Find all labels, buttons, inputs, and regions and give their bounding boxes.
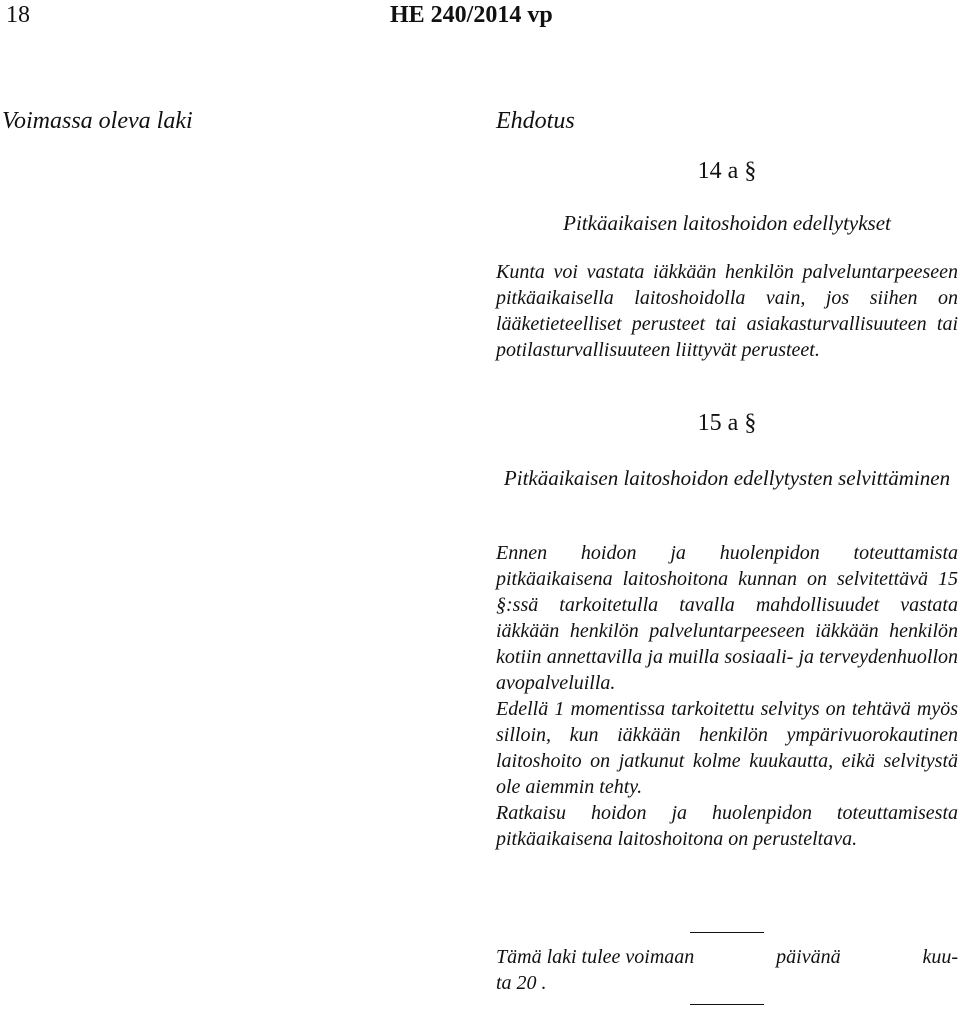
section-14a-title: Pitkäaikaisen laitoshoidon edellytykset <box>563 211 891 235</box>
section-14a-paragraph: Kunta voi vastata iäkkään henkilön palveluntarpeeseen pitkäaikaisella laitoshoidolla vain, jos siihen on lääketieteelliset perusteet tai asiakasturvallisuuteen tai potilasturvallisuuteen liittyvät perusteet. <box>496 261 958 361</box>
section-15a-paragraph-3: Ratkaisu hoidon ja huolenpidon toteuttamisesta pitkäaikaisena laitoshoitona on perusteltava. <box>496 802 958 850</box>
section-15a-paragraph-2: Edellä 1 momentissa tarkoitettu selvitys on tehtävä myös silloin, kun iäkkään henkilön ympärivuorokautinen laitoshoito on jatkunut kolme kuukautta, eikä selvitystä ole aiemmin tehty. <box>496 698 958 798</box>
page-number: 18 <box>6 2 30 28</box>
entry-into-force-part-2: päivänä <box>776 946 841 968</box>
divider-rule-1 <box>690 932 764 933</box>
divider-rule-2 <box>690 1004 764 1005</box>
entry-into-force-part-3: kuu- <box>922 946 958 968</box>
entry-into-force-part-1: Tämä laki tulee voimaan <box>496 946 695 968</box>
entry-into-force <box>496 944 958 996</box>
entry-into-force-line-2: ta 20 . <box>496 972 547 994</box>
right-column-heading: Ehdotus <box>496 108 575 134</box>
section-15a-number: 15 a § <box>697 410 757 436</box>
left-column-heading: Voimassa oleva laki <box>2 108 193 134</box>
section-15a-title: Pitkäaikaisen laitoshoidon edellytysten selvittäminen <box>503 466 951 490</box>
section-15a-paragraph-1: Ennen hoidon ja huolenpidon toteuttamista pitkäaikaisena laitoshoitona kunnan on selvitettävä 15 §:ssä tarkoitetulla tavalla mahdollisuudet vastata iäkkään henkilön palveluntarpeeseen iäkkään henkilön kotiin annettavilla ja muilla sosiaali- ja terveydenhuollon avopalveluilla. <box>496 542 958 694</box>
section-14a-number: 14 a § <box>697 158 757 184</box>
document-id: HE 240/2014 vp <box>390 2 553 28</box>
section-15a-body <box>496 540 958 852</box>
